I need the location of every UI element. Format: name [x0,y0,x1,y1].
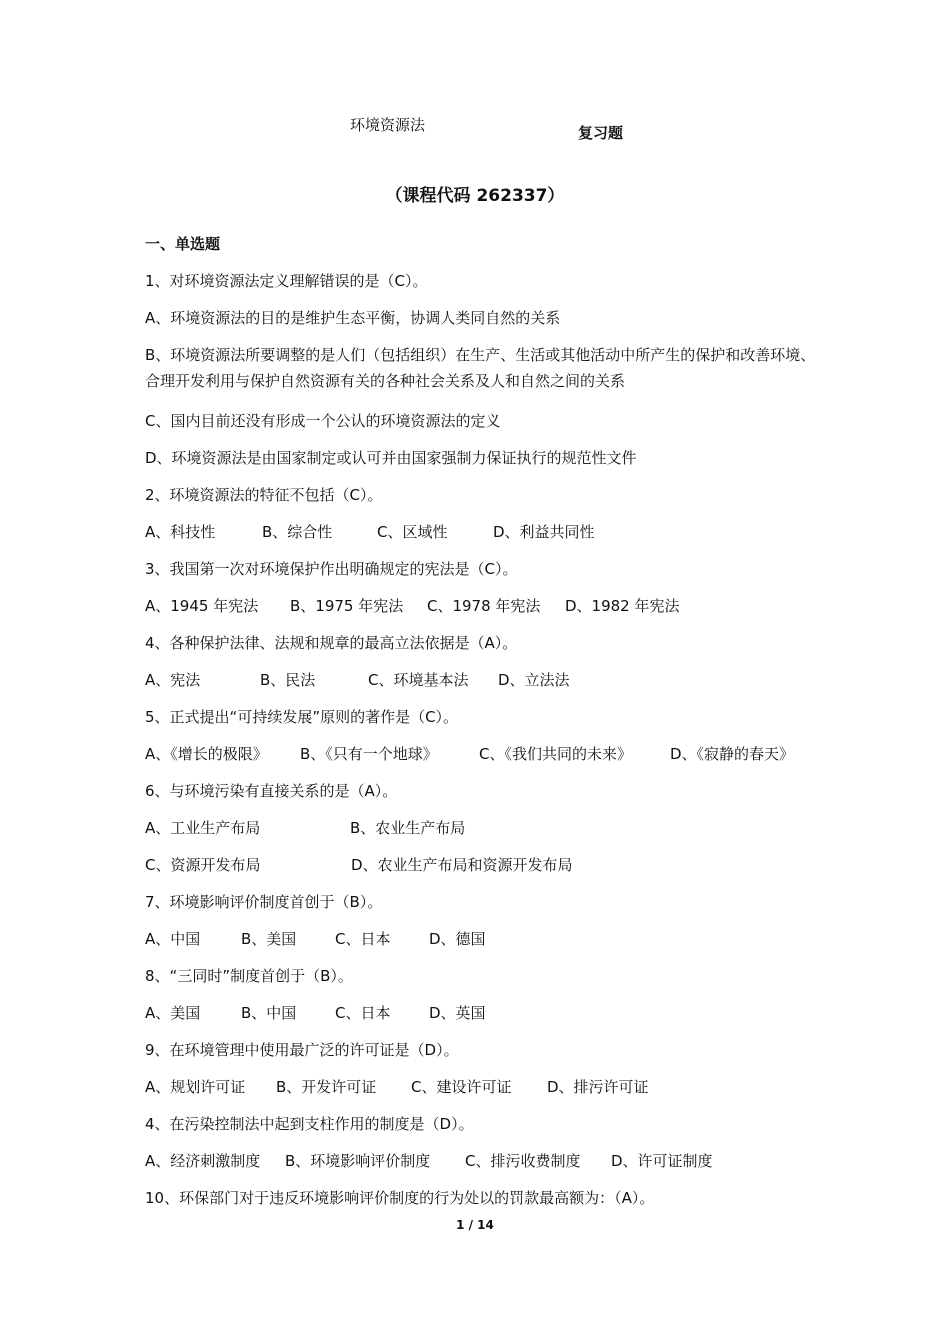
option-c: C、排污收费制度 [465,1152,581,1170]
options-row [145,1077,825,1114]
option-line: B、环境资源法所要调整的是人们（包括组织）在生产、生活或其他活动中所产生的保护和改善环境、合理开发利用与保护自然资源有关的各种社会关系及人和自然之间的关系 [145,346,816,390]
question-10: 10、环保部门对于违反环境影响评价制度的行为处以的罚款最高额为：（A）。 [145,1189,655,1207]
course-code: （课程代码 262337） [385,186,565,206]
option-c: C、《我们共同的未来》 [479,745,632,763]
options-row [145,670,825,707]
question-5: 5、正式提出“可持续发展”原则的著作是（C）。 [145,708,459,726]
options-row [145,929,825,966]
options-row [145,818,825,855]
options-row [145,596,825,633]
question-4: 4、各种保护法律、法规和规章的最高立法依据是（A）。 [145,634,518,652]
page-indicator: 1 / 14 [456,1218,494,1232]
options-row [145,744,825,781]
option-c: C、1978 年宪法 [427,597,541,615]
option-a: A、经济刺激制度 [145,1152,261,1170]
option-d: D、1982 年宪法 [565,597,680,615]
option-a: A、1945 年宪法 [145,597,259,615]
option-d: D、利益共同性 [493,523,595,541]
option-a: A、宪法 [145,671,201,689]
question-4b: 4、在污染控制法中起到支柱作用的制度是（D）。 [145,1115,474,1133]
option-a: A、规划许可证 [145,1078,246,1096]
option-b: B、开发许可证 [276,1078,377,1096]
section-heading: 一、单选题 [145,235,221,253]
option-line: A、环境资源法的目的是维护生态平衡，协调人类同自然的关系 [145,309,561,327]
option-b: B、中国 [241,1004,297,1022]
option-a: A、《增长的极限》 [145,745,268,763]
document-subtitle: 复习题 [578,124,624,142]
option-c: C、日本 [335,930,391,948]
option-b: B、环境影响评价制度 [285,1152,431,1170]
option-line: C、国内目前还没有形成一个公认的环境资源法的定义 [145,412,501,430]
option-a: A、科技性 [145,523,216,541]
option-c: C、日本 [335,1004,391,1022]
question-1: 1、对环境资源法定义理解错误的是（C）。 [145,272,428,290]
option-d: D、许可证制度 [611,1152,713,1170]
option-b: B、1975 年宪法 [290,597,404,615]
option-c: C、区域性 [377,523,448,541]
question-7: 7、环境影响评价制度首创于（B）。 [145,893,383,911]
option-c: C、资源开发布局 [145,856,261,874]
option-a: A、美国 [145,1004,201,1022]
option-d: D、农业生产布局和资源开发布局 [351,856,573,874]
question-3: 3、我国第一次对环境保护作出明确规定的宪法是（C）。 [145,560,518,578]
question-9: 9、在环境管理中使用最广泛的许可证是（D）。 [145,1041,459,1059]
option-line: D、环境资源法是由国家制定或认可并由国家强制力保证执行的规范性文件 [145,449,637,467]
options-row [145,522,825,559]
option-d: D、排污许可证 [547,1078,649,1096]
options-row [145,1003,825,1040]
question-6: 6、与环境污染有直接关系的是（A）。 [145,782,398,800]
document-title: 环境资源法 [350,116,426,134]
options-row [145,1151,825,1188]
option-b: B、民法 [260,671,316,689]
option-d: D、德国 [429,930,486,948]
option-d: D、立法法 [498,671,570,689]
option-b: B、《只有一个地球》 [300,745,438,763]
question-2: 2、环境资源法的特征不包括（C）。 [145,486,383,504]
option-b: B、农业生产布局 [350,819,466,837]
options-row [145,855,825,892]
option-b: B、综合性 [262,523,333,541]
option-c: C、建设许可证 [411,1078,512,1096]
option-d: D、《寂静的春天》 [670,745,795,763]
option-a: A、工业生产布局 [145,819,261,837]
option-c: C、环境基本法 [368,671,469,689]
option-a: A、中国 [145,930,201,948]
option-b: B、美国 [241,930,297,948]
question-8: 8、“三同时”制度首创于（B）。 [145,967,353,985]
option-d: D、英国 [429,1004,486,1022]
question-list [145,234,825,1225]
